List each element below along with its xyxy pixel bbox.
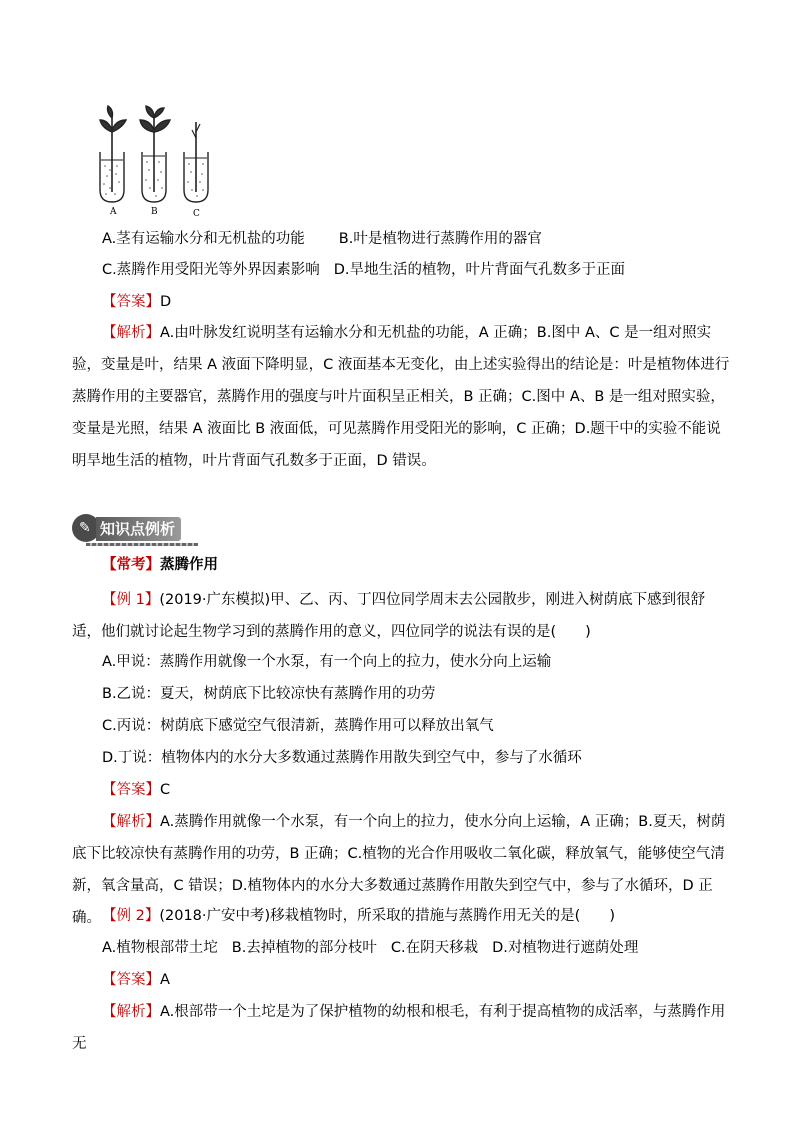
example-1-option-c: C.丙说：树荫底下感觉空气很清新，蒸腾作用可以释放出氧气 (102, 718, 494, 734)
example-2-option-b: B.去掉植物的部分枝叶 (231, 940, 377, 956)
q1-answer (102, 292, 171, 312)
example-2-answer (102, 970, 170, 990)
answer-label: 【答案】 (102, 972, 160, 988)
analysis-label: 【解析】 (102, 325, 160, 341)
example-1-question: (2019·广东模拟)甲、乙、丙、丁四位同学周末去公园散步，刚进入树荫底下感到很舒适，他们就讨论起生物学习到的蒸腾作用的意义，四位同学的说法有误的是( ) (72, 592, 706, 640)
test-tubes-illustration (96, 102, 216, 220)
answer-value: D (160, 294, 172, 310)
figure-label-b: B (151, 207, 158, 217)
example-2-stem (72, 906, 615, 926)
example-1-option-d: D.丁说：植物体内的水分大多数通过蒸腾作用散失到空气中，参与了水循环 (102, 750, 582, 766)
q1-option-d: D.旱地生活的植物，叶片背面气孔数多于正面 (333, 262, 626, 278)
example-1-option-b: B.乙说：夏天，树荫底下比较凉快有蒸腾作用的功劳 (102, 686, 436, 702)
answer-label: 【答案】 (102, 782, 160, 798)
figure-label-a: A (110, 207, 117, 217)
answer-value: A (160, 972, 170, 988)
example-1-answer (102, 780, 170, 800)
analysis-text: A.由叶脉发红说明茎有运输水分和无机盐的功能，A 正确；B.图中 A、C 是一组对照实验，变量是叶，结果 A 液面下降明显，C 液面基本无变化，由上述实验得出的结论是：叶是植物体进行蒸腾作用的主要器官，蒸腾作用的强度与叶片面积呈正相关，B 正确；C.图中 A、B 是一组对照实验，变量是光照，结果 A 液面比 B 液面低，可见蒸腾作用受阳光的影响，C 正确；D.题干中的实验不能说明旱地生活的植物，叶片背面气孔数多于正面，D 错误。 (72, 325, 730, 469)
q1-option-b: B.叶是植物进行蒸腾作用的器官 (338, 231, 542, 247)
analysis-text: A.根部带一个土坨是为了保护植物的幼根和根毛，有利于提高植物的成活率，与蒸腾作用无 (72, 1004, 726, 1052)
example-1-label: 【例 1】 (102, 592, 160, 608)
tube-a (100, 106, 126, 202)
section-underline (86, 543, 198, 546)
q1-option-a: A.茎有运输水分和无机盐的功能 (102, 231, 305, 247)
q1-analysis (72, 317, 732, 477)
example-2-question: (2018·广安中考)移栽植物时，所采取的措施与蒸腾作用无关的是( ) (159, 908, 615, 924)
section-header (72, 512, 202, 546)
experiment-figure (96, 102, 216, 220)
analysis-label: 【解析】 (102, 814, 160, 830)
answer-label: 【答案】 (102, 294, 160, 310)
topic-name: 蒸腾作用 (160, 557, 218, 573)
example-2-option-a: A.植物根部带土坨 (102, 940, 218, 956)
analysis-label: 【解析】 (102, 1004, 160, 1020)
section-title: 知识点例析 (96, 517, 181, 541)
example-2-options (102, 938, 638, 958)
analysis-text: A.蒸腾作用就像一个水泵，有一个向上的拉力，使水分向上运输，A 正确；B.夏天，树荫底下比较凉快有蒸腾作用的功劳，B 正确；C.植物的光合作用吸收二氧化碳，释放氧气，能够使空气清新，氧含量高，C 错误；D.植物体内的水分大多数通过蒸腾作用散失到空气中，参与了水循环，D 正确。 (72, 814, 726, 926)
answer-value: C (160, 782, 171, 798)
example-2-analysis (72, 996, 732, 1052)
topic-line (102, 555, 218, 575)
topic-tag: 【常考】 (102, 557, 160, 573)
example-2-label: 【例 2】 (102, 908, 160, 924)
q1-options-row-2 (102, 260, 625, 280)
q1-option-c: C.蒸腾作用受阳光等外界因素影响 (102, 262, 320, 278)
example-1-option-a: A.甲说：蒸腾作用就像一个水泵，有一个向上的拉力，使水分向上运输 (102, 654, 552, 670)
example-1-stem (72, 584, 732, 648)
tube-c (184, 122, 208, 202)
tube-b (140, 106, 170, 202)
example-2-option-c: C.在阴天移栽 (390, 940, 479, 956)
q1-options-row-1 (102, 229, 542, 249)
pen-icon: ✎ (79, 520, 91, 536)
figure-label-c: C (193, 209, 200, 219)
example-2-option-d: D.对植物进行遮荫处理 (492, 940, 639, 956)
